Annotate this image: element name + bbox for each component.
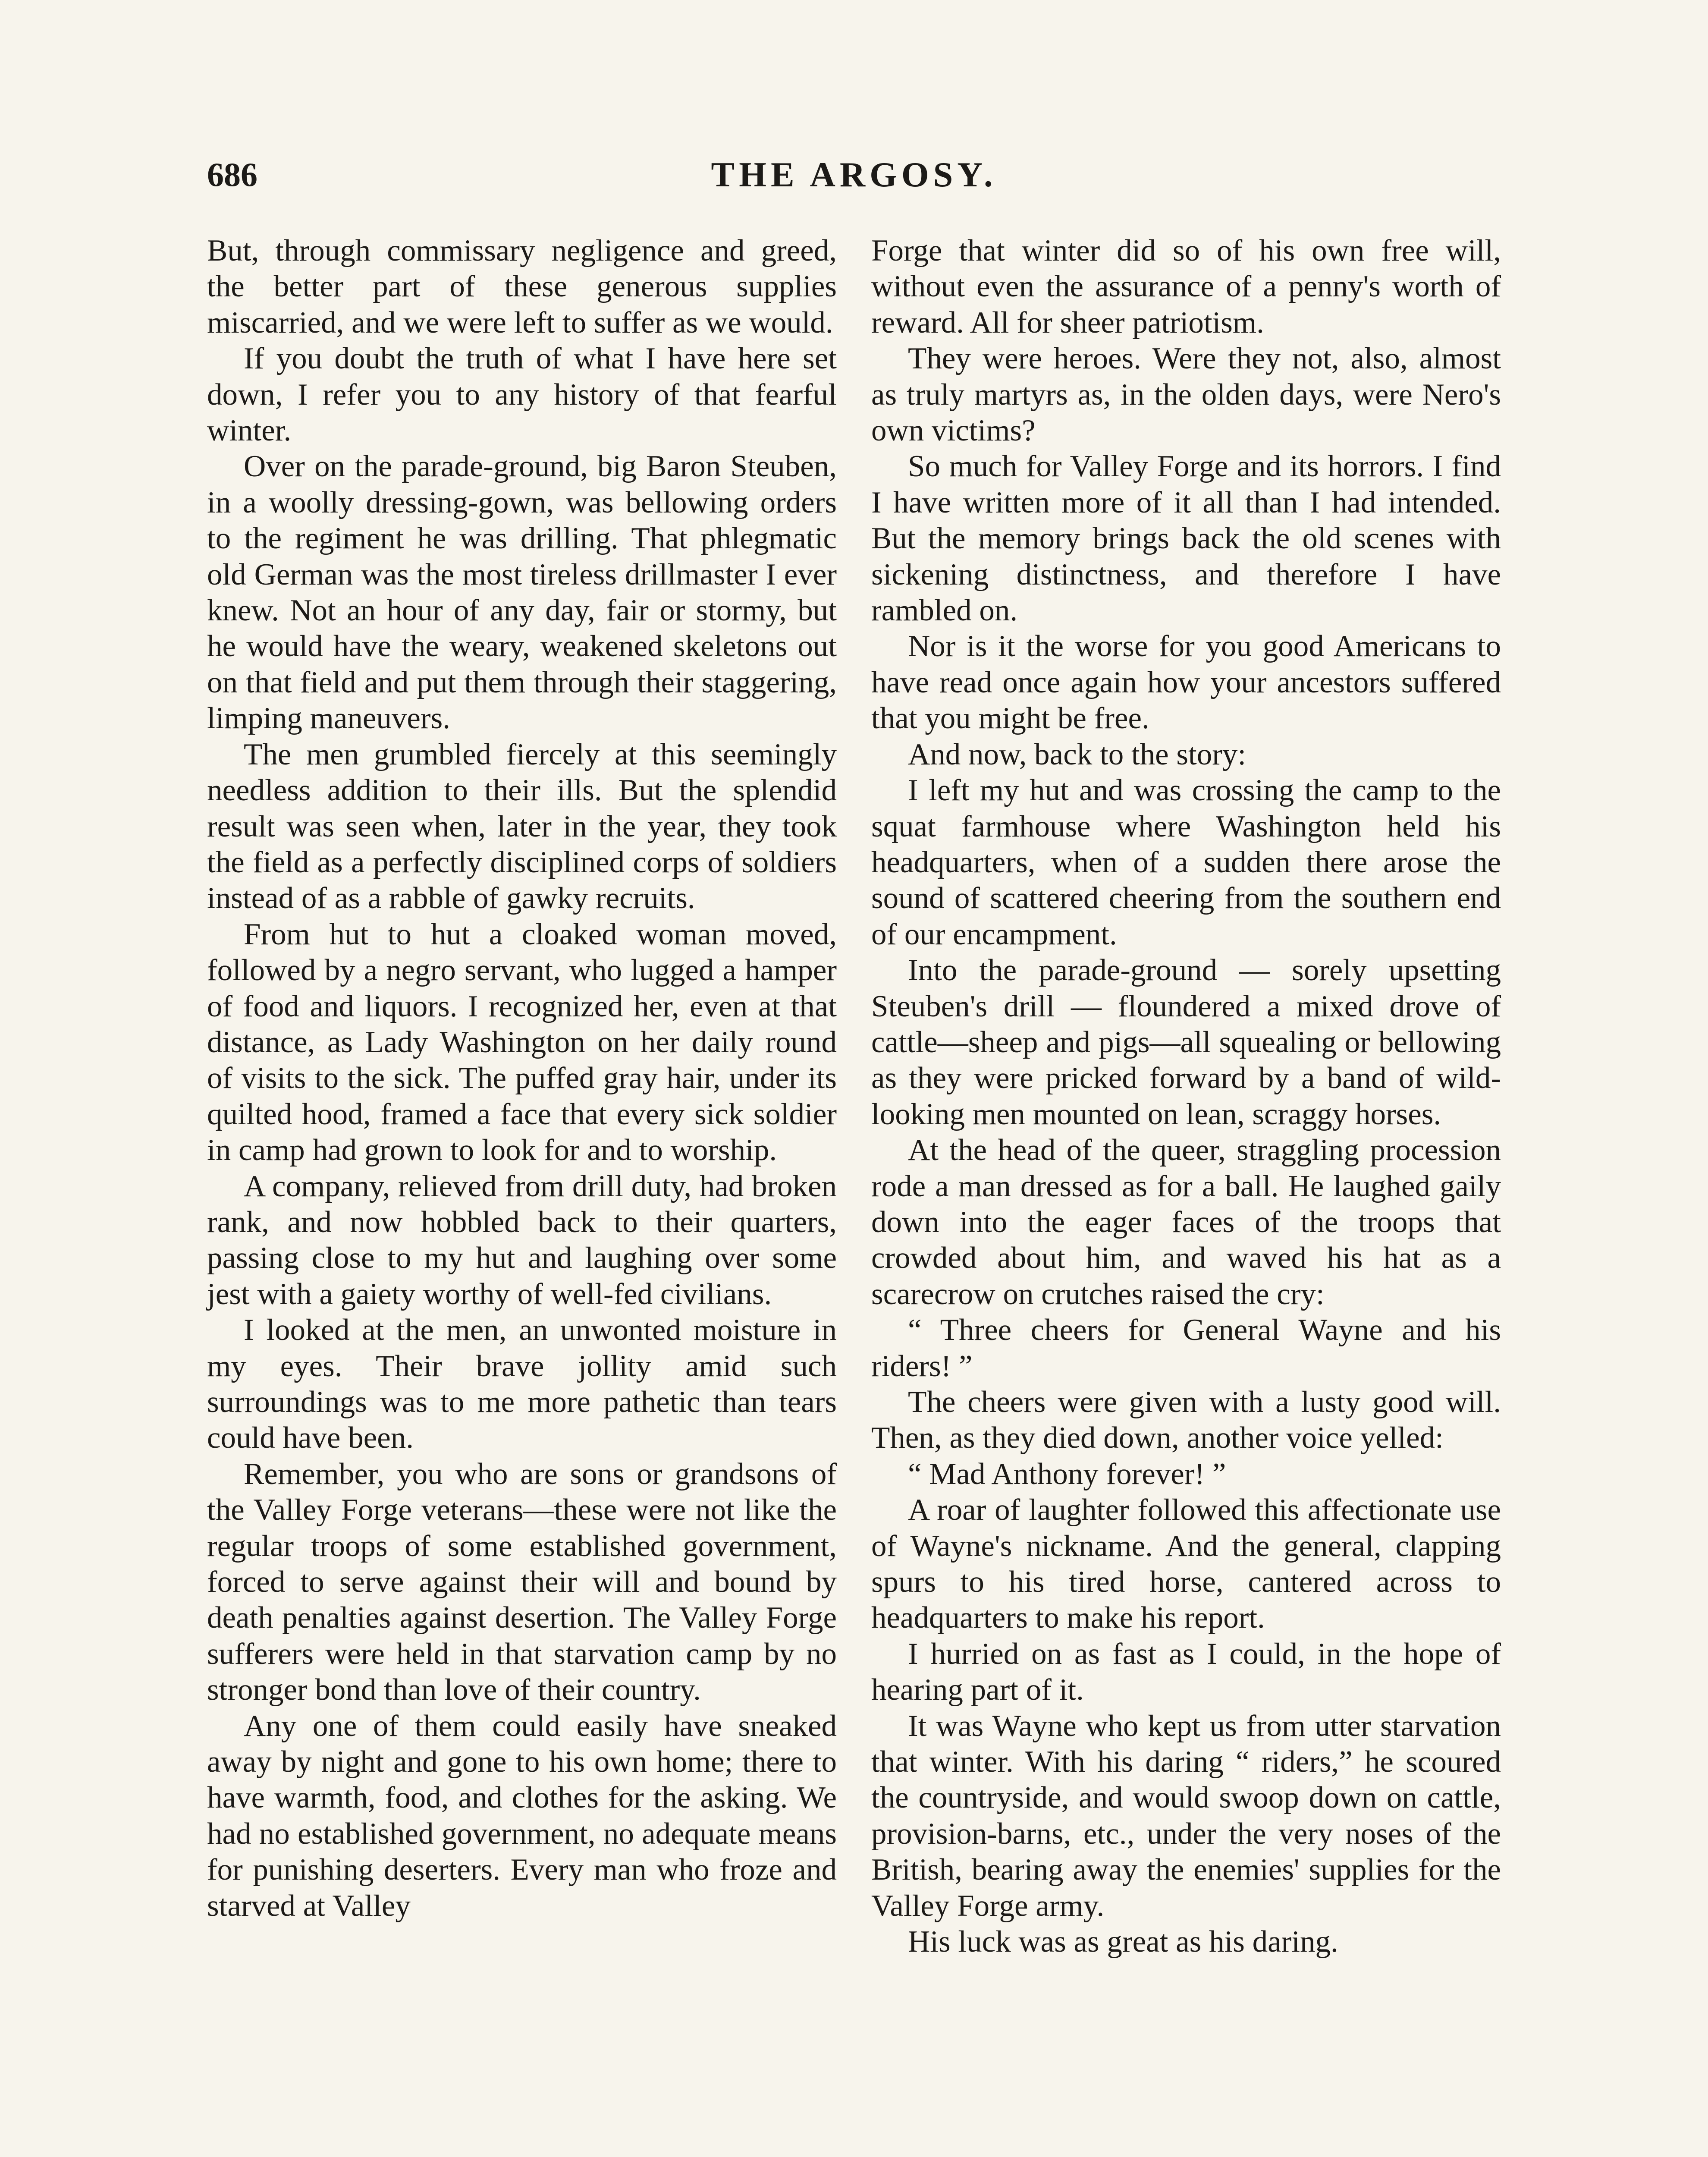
paragraph: Into the parade-ground — sorely upsetting Steuben's drill — floundered a mixed drove of cattle—sheep and pigs—all squealing or bellowing as they were pricked forward by a band of wild-looking men mounted on lean, scraggy horses. bbox=[871, 953, 1501, 1131]
paragraph: And now, back to the story: bbox=[908, 737, 1246, 771]
paragraph: If you doubt the truth of what I have here set down, I refer you to any history of that fearful winter. bbox=[207, 342, 837, 448]
paragraph: So much for Valley Forge and its horrors. I find I have written more of it all than I had intended. But the memory brings back the old scenes with sickening distinctness, and therefore I have rambled on. bbox=[871, 450, 1501, 628]
running-title: THE ARGOSY. bbox=[711, 155, 997, 194]
paragraph: I looked at the men, an unwonted moisture in my eyes. Their brave jollity amid such surroundings was to me more pathetic than tears could have been. bbox=[207, 1313, 837, 1455]
paragraph: Forge that winter did so of his own free will, without even the assurance of a penny's worth of reward. All for sheer patriotism. bbox=[871, 234, 1501, 340]
paragraph: Nor is it the worse for you good Americans to have read once again how your ancestors suffered that you might be free. bbox=[871, 629, 1501, 736]
paragraph: Remember, you who are sons or grandsons of the Valley Forge veterans—these were not like the regular troops of some established government, forced to serve against their will and bound by death penalties against desertion. The Valley Forge sufferers were held in that starvation camp by no stronger bond than love of their country. bbox=[207, 1457, 837, 1707]
paragraph: Over on the parade-ground, big Baron Steuben, in a woolly dressing-gown, was bellowing orders to the regiment he was drilling. That phlegmatic old German was the most tireless drillmaster I ever knew. Not an hour of any day, fair or stormy, but he would have the weary, weakened skeletons out on that field and put them through their staggering, limping maneuvers. bbox=[207, 450, 837, 736]
paragraph: The cheers were given with a lusty good will. Then, as they died down, another voice yelled: bbox=[871, 1385, 1501, 1455]
left-column bbox=[207, 233, 837, 1924]
paragraph: From hut to hut a cloaked woman moved, followed by a negro servant, who lugged a hamper of food and liquors. I recognized her, even at that distance, as Lady Washington on her daily round of visits to the sick. The puffed gray hair, under its quilted hood, framed a face that every sick soldier in camp had grown to look for and to worship. bbox=[207, 917, 837, 1167]
page-header bbox=[207, 151, 1501, 207]
paragraph: They were heroes. Were they not, also, almost as truly martyrs as, in the olden days, were Nero's own victims? bbox=[871, 342, 1501, 448]
paragraph: Any one of them could easily have sneaked away by night and gone to his own home; there to have warmth, food, and clothes for the asking. We had no established government, no adequate means for punishing deserters. Every man who froze and starved at Valley bbox=[207, 1709, 837, 1923]
page-number: 686 bbox=[207, 156, 257, 193]
right-column bbox=[871, 233, 1501, 1960]
paragraph: I hurried on as fast as I could, in the hope of hearing part of it. bbox=[871, 1637, 1501, 1707]
paragraph: A roar of laughter followed this affectionate use of Wayne's nickname. And the general, clapping spurs to his tired horse, cantered across to headquarters to make his report. bbox=[871, 1493, 1501, 1635]
paragraph: The men grumbled fiercely at this seemingly needless addition to their ills. But the splendid result was seen when, later in the year, they took the field as a perfectly disciplined corps of soldiers instead of as a rabble of gawky recruits. bbox=[207, 737, 837, 915]
paragraph: A company, relieved from drill duty, had broken rank, and now hobbled back to their quarters, passing close to my hut and laughing over some jest with a gaiety worthy of well-fed civilians. bbox=[207, 1169, 837, 1311]
paragraph: It was Wayne who kept us from utter starvation that winter. With his daring “ riders,” he scoured the countryside, and would swoop down on cattle, provision-barns, etc., under the very noses of the British, bearing away the enemies' supplies for the Valley Forge army. bbox=[871, 1709, 1501, 1923]
paragraph: I left my hut and was crossing the camp to the squat farmhouse where Washington held his headquarters, when of a sudden there arose the sound of scattered cheering from the southern end of our encampment. bbox=[871, 774, 1501, 951]
paragraph: But, through commissary negligence and greed, the better part of these generous supplies miscarried, and we were left to suffer as we would. bbox=[207, 234, 837, 340]
paragraph: “ Mad Anthony forever! ” bbox=[908, 1457, 1226, 1491]
paragraph: His luck was as great as his daring. bbox=[908, 1925, 1338, 1959]
paragraph: At the head of the queer, straggling procession rode a man dressed as for a ball. He laughed gaily down into the eager faces of the troops that crowded about him, and waved his hat as a scarecrow on crutches raised the cry: bbox=[871, 1133, 1501, 1311]
paragraph: “ Three cheers for General Wayne and his riders! ” bbox=[871, 1313, 1501, 1383]
